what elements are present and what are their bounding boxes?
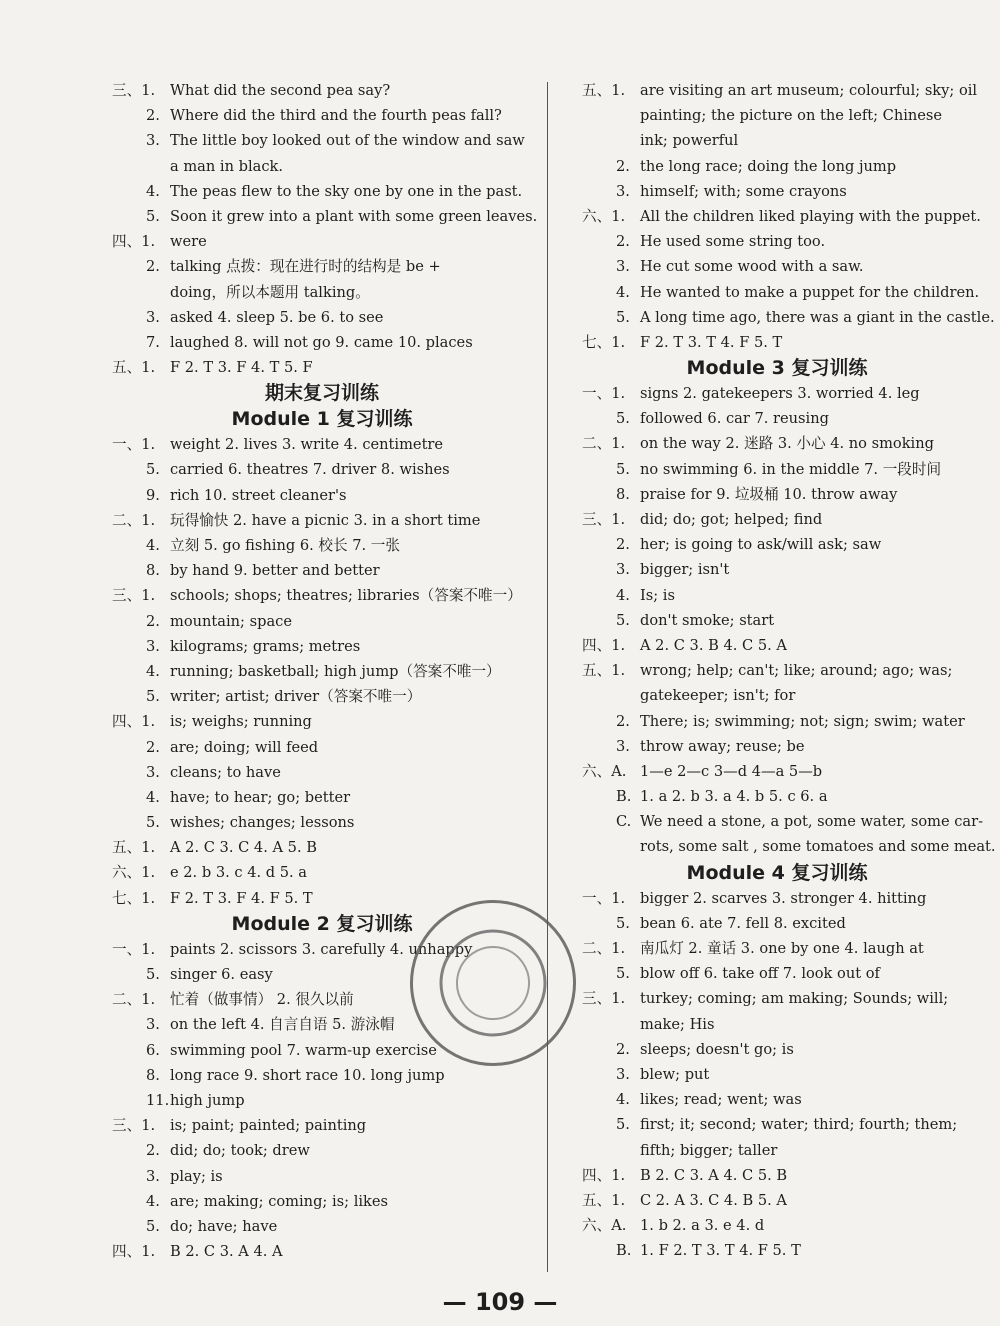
question-number: 四、1.	[112, 233, 156, 251]
answer-line	[582, 911, 972, 936]
question-number: 8.	[146, 562, 160, 580]
answer-line	[582, 961, 972, 986]
answer-text: did; do; took; drew	[170, 1142, 310, 1160]
answer-text: bigger 2. scarves 3. stronger 4. hitting	[640, 889, 927, 907]
question-number: 五、1.	[112, 359, 156, 377]
question-number: 三、1.	[582, 511, 626, 528]
answer-line	[112, 1113, 532, 1138]
question-number: 4.	[146, 1192, 160, 1210]
answer-line	[582, 507, 972, 532]
answer-line	[112, 835, 532, 860]
question-number: 七、1.	[112, 889, 156, 907]
answer-line	[582, 305, 995, 330]
answer-text: followed 6. car 7. reusing	[640, 410, 829, 428]
question-number: B.	[616, 788, 632, 806]
answer-line	[582, 759, 972, 784]
answer-text: He wanted to make a puppet for the children.	[640, 283, 980, 301]
answer-text: were	[170, 233, 207, 251]
answer-text: high jump	[170, 1091, 245, 1109]
question-number: 二、1.	[112, 511, 156, 529]
answer-text: are; doing; will feed	[170, 738, 319, 756]
answer-line	[582, 229, 972, 254]
page-number: — 109 —	[442, 1288, 558, 1316]
answer-text: paints 2. scissors 3. carefully 4. unhappy	[170, 940, 473, 958]
answer-line	[112, 204, 538, 229]
answer-text: We need a stone, a pot, some water, some car-	[640, 813, 984, 831]
answer-line	[582, 103, 972, 128]
answer-text: C 2. A 3. C 4. B 5. A	[640, 1191, 787, 1209]
answer-text: long race 9. short race 10. long jump	[170, 1066, 445, 1084]
answer-text: first; it; second; water; third; fourth; them;	[640, 1116, 958, 1134]
answer-text: Is; is	[640, 586, 675, 604]
question-number: 3.	[146, 763, 160, 781]
answer-line	[582, 457, 972, 482]
question-number: 六、A.	[582, 762, 627, 780]
question-number: 7.	[146, 333, 160, 351]
question-number: 6.	[146, 1041, 160, 1059]
answer-text: bean 6. ate 7. fell 8. excited	[640, 914, 846, 932]
question-number: 2.	[146, 612, 160, 630]
answer-line	[582, 936, 972, 961]
answer-text: running; basketball; high jump（答案不唯一）	[170, 662, 501, 680]
answer-text: rots, some salt , some tomatoes and some meat.	[640, 838, 996, 856]
answer-text: What did the second pea say?	[170, 82, 391, 99]
answer-line	[112, 709, 532, 734]
answer-line	[112, 179, 532, 204]
answer-text: don't smoke; start	[640, 611, 775, 629]
question-number: 六、1.	[582, 207, 626, 225]
question-number: 一、1.	[582, 385, 626, 403]
question-number: 五、1.	[582, 1191, 626, 1209]
answer-line	[112, 330, 532, 355]
column-divider	[547, 82, 548, 1272]
answer-line	[582, 734, 972, 759]
answer-line	[112, 103, 532, 128]
answer-line	[582, 809, 984, 834]
question-number: 三、1.	[112, 587, 156, 605]
answer-text: blow off 6. take off 7. look out of	[640, 965, 880, 983]
answer-line	[112, 1239, 532, 1264]
answer-line	[582, 709, 972, 734]
answer-text: 1. b 2. a 3. e 4. d	[640, 1217, 765, 1235]
question-number: 5.	[616, 410, 630, 428]
answer-text: the long race; doing the long jump	[640, 157, 897, 175]
question-number: 5.	[146, 207, 160, 225]
answer-line	[112, 735, 532, 760]
answer-text: did; do; got; helped; find	[640, 511, 823, 528]
answer-line	[112, 558, 532, 583]
answer-text: laughed 8. will not go 9. came 10. places	[170, 333, 473, 351]
question-number: 5.	[616, 1116, 630, 1134]
question-number: 3.	[616, 737, 630, 755]
answer-line	[112, 760, 532, 785]
question-number: 二、1.	[582, 940, 626, 957]
question-number: 2.	[146, 738, 160, 756]
answer-text: are; making; coming; is; likes	[170, 1192, 388, 1210]
answer-line	[112, 785, 532, 810]
question-number: 5.	[616, 308, 630, 326]
answer-line	[112, 810, 532, 835]
answer-text: signs 2. gatekeepers 3. worried 4. leg	[640, 385, 920, 403]
answer-line	[582, 154, 972, 179]
question-number: 四、1.	[582, 636, 626, 654]
stamp-graphic	[409, 899, 576, 1066]
answer-line	[112, 229, 532, 254]
question-number: 4.	[146, 182, 160, 200]
answer-line	[582, 381, 972, 406]
answer-line	[582, 280, 980, 305]
section-heading: Module 2 复习训练	[231, 912, 413, 935]
answer-text: her; is going to ask/will ask; saw	[640, 536, 882, 554]
answer-line	[112, 1214, 532, 1239]
answer-line	[112, 280, 532, 305]
question-number: 3.	[616, 561, 630, 579]
question-number: 3.	[616, 1065, 630, 1083]
answer-line	[112, 432, 532, 457]
question-number: 五、1.	[582, 82, 626, 99]
answer-text: asked 4. sleep 5. be 6. to see	[170, 308, 384, 326]
answer-line	[582, 557, 972, 582]
question-number: 5.	[616, 460, 630, 478]
answer-text: F 2. T 3. F 4. F 5. T	[170, 889, 313, 907]
answer-text: on the way 2. 迷路 3. 小心 4. no smoking	[640, 435, 934, 453]
question-number: 9.	[146, 486, 160, 504]
question-number: 5.	[146, 688, 160, 706]
question-number: 三、1.	[582, 990, 626, 1008]
question-number: B.	[616, 1242, 632, 1260]
answer-text: a man in black.	[170, 157, 283, 175]
answer-line	[582, 1012, 972, 1037]
answer-text: carried 6. theatres 7. driver 8. wishes	[170, 461, 450, 479]
answer-text: 1. F 2. T 3. T 4. F 5. T	[640, 1242, 801, 1260]
answer-line	[582, 330, 972, 355]
question-number: 五、1.	[112, 839, 156, 857]
question-number: 5.	[616, 965, 630, 983]
answer-line	[582, 1163, 972, 1188]
question-number: 3.	[616, 182, 630, 200]
answer-text: B 2. C 3. A 4. C 5. B	[640, 1166, 788, 1184]
answer-text: He cut some wood with a saw.	[640, 258, 864, 276]
answer-line	[112, 659, 532, 684]
question-number: 四、1.	[582, 1166, 626, 1184]
answer-line	[582, 254, 972, 279]
answer-line	[112, 1189, 532, 1214]
answer-text: are visiting an art museum; colourful; sky; oil	[640, 82, 978, 99]
question-number: 3.	[146, 1167, 160, 1185]
answer-text: F 2. T 3. F 4. T 5. F	[170, 359, 313, 377]
answer-line	[582, 1188, 972, 1213]
answer-text: A 2. C 3. B 4. C 5. A	[640, 636, 787, 654]
answer-text: 忙着（做事情） 2. 很久以前	[170, 991, 354, 1009]
answer-line	[582, 1238, 972, 1263]
question-number: 4.	[146, 788, 160, 806]
answer-text: Where did the third and the fourth peas fall?	[170, 107, 502, 125]
answer-text: painting; the picture on the left; Chinese	[640, 107, 943, 125]
answer-text: writer; artist; driver（答案不唯一）	[170, 688, 422, 706]
question-number: 4.	[146, 537, 160, 554]
question-number: 2.	[616, 157, 630, 175]
answer-text: singer 6. easy	[170, 966, 273, 983]
answer-text: do; have; have	[170, 1217, 278, 1235]
answer-line	[112, 533, 532, 558]
answer-text: fifth; bigger; taller	[640, 1141, 778, 1159]
answer-line	[582, 1062, 972, 1087]
answer-line	[582, 683, 972, 708]
answer-text: A long time ago, there was a giant in the castle.	[640, 308, 995, 326]
question-number: 四、1.	[112, 1243, 156, 1261]
question-number: 2.	[616, 712, 630, 730]
answer-line	[582, 834, 996, 859]
question-number: 2.	[146, 258, 160, 276]
right-column	[582, 78, 996, 1263]
answer-text: ink; powerful	[640, 132, 739, 150]
answer-text: 1—e 2—c 3—d 4—a 5—b	[640, 762, 823, 780]
answer-line	[582, 1087, 972, 1112]
answer-line	[112, 1164, 532, 1189]
question-number: C.	[616, 813, 632, 831]
answer-line	[582, 986, 972, 1011]
section-heading: Module 1 复习训练	[231, 408, 413, 431]
question-number: 5.	[146, 814, 160, 832]
answer-text: mountain; space	[170, 612, 292, 630]
question-number: 六、1.	[112, 864, 156, 882]
answer-line	[112, 154, 532, 179]
answer-line	[112, 583, 532, 608]
answer-line	[582, 784, 972, 809]
answer-text: The peas flew to the sky one by one in the past.	[170, 182, 523, 200]
answer-line	[112, 860, 532, 885]
question-number: 3.	[146, 308, 160, 326]
answer-line	[582, 431, 972, 456]
question-number: 三、1.	[112, 1117, 156, 1135]
question-number: 二、1.	[112, 991, 156, 1009]
question-number: 2.	[616, 536, 630, 554]
answer-text: swimming pool 7. warm-up exercise	[170, 1041, 437, 1059]
question-number: 五、1.	[582, 662, 626, 680]
section-heading: 期末复习训练	[264, 382, 379, 405]
answer-text: 立刻 5. go fishing 6. 校长 7. 一张	[170, 537, 400, 554]
answer-text: wrong; help; can't; like; around; ago; was;	[640, 662, 953, 680]
question-number: 4.	[616, 1091, 630, 1109]
answer-text: praise for 9. 垃圾桶 10. throw away	[640, 485, 898, 503]
question-number: 3.	[616, 258, 630, 276]
answer-line	[582, 608, 972, 633]
question-number: 一、1.	[112, 436, 156, 454]
question-number: 七、1.	[582, 333, 626, 351]
answer-line	[112, 684, 532, 709]
answer-line	[582, 1112, 972, 1137]
answer-line	[112, 1088, 532, 1113]
answer-text: rich 10. street cleaner's	[170, 486, 347, 504]
answer-text: A 2. C 3. C 4. A 5. B	[170, 839, 317, 857]
answer-text: kilograms; grams; metres	[170, 637, 361, 655]
answer-text: doing，所以本题用 talking。	[170, 283, 370, 301]
answer-text: make; His	[640, 1015, 715, 1033]
question-number: 5.	[616, 611, 630, 629]
question-number: 11.	[146, 1091, 170, 1109]
question-number: 六、A.	[582, 1217, 627, 1235]
answer-text: on the left 4. 自言自语 5. 游泳帽	[170, 1016, 395, 1034]
answer-line	[112, 634, 532, 659]
answer-text: is; weighs; running	[170, 713, 312, 731]
answer-text: cleans; to have	[170, 763, 281, 781]
answer-line	[112, 355, 532, 380]
answer-line	[112, 305, 532, 330]
answer-line	[582, 78, 978, 103]
question-number: 一、1.	[112, 940, 156, 958]
question-number: 5.	[146, 966, 160, 983]
answer-text: play; is	[170, 1167, 223, 1185]
question-number: 2.	[146, 107, 160, 125]
answer-text: blew; put	[640, 1065, 710, 1083]
question-number: 2.	[616, 233, 630, 251]
question-number: 5.	[616, 914, 630, 932]
answer-line	[112, 254, 532, 279]
answer-text: 南瓜灯 2. 童话 3. one by one 4. laugh at	[640, 940, 924, 957]
question-number: 5.	[146, 1217, 160, 1235]
question-number: 三、1.	[112, 82, 156, 99]
answer-line	[582, 482, 972, 507]
answer-text: bigger; isn't	[640, 561, 730, 579]
answer-text: schools; shops; theatres; libraries（答案不唯一）	[170, 587, 522, 605]
question-number: 4.	[616, 586, 630, 604]
answer-line	[582, 406, 972, 431]
answer-line	[582, 204, 981, 229]
answer-text: himself; with; some crayons	[640, 182, 847, 200]
answer-line	[112, 457, 532, 482]
question-number: 四、1.	[112, 713, 156, 731]
answer-line	[582, 583, 972, 608]
question-number: 8.	[616, 485, 630, 503]
answer-line	[582, 1037, 972, 1062]
answer-text: no swimming 6. in the middle 7. 一段时间	[640, 460, 942, 478]
question-number: 8.	[146, 1066, 160, 1084]
answer-text: gatekeeper; isn't; for	[640, 687, 796, 705]
answer-text: wishes; changes; lessons	[170, 814, 355, 832]
question-number: 3.	[146, 1016, 160, 1034]
answer-line	[582, 179, 972, 204]
answer-text: 玩得愉快 2. have a picnic 3. in a short time	[170, 511, 481, 529]
section-heading: Module 3 复习训练	[686, 357, 868, 380]
answer-text: F 2. T 3. T 4. F 5. T	[640, 333, 783, 351]
answer-text: weight 2. lives 3. write 4. centimetre	[170, 436, 444, 454]
question-number: 5.	[146, 461, 160, 479]
answer-line	[582, 886, 972, 911]
question-number: 3.	[146, 132, 160, 150]
answer-line	[582, 1213, 972, 1238]
answer-text: is; paint; painted; painting	[170, 1117, 367, 1135]
answer-line	[112, 609, 532, 634]
answer-line	[112, 128, 532, 153]
answer-line	[112, 508, 532, 533]
answer-text: by hand 9. better and better	[170, 562, 380, 580]
answer-text: likes; read; went; was	[640, 1091, 802, 1109]
section-heading: Module 4 复习训练	[686, 861, 868, 884]
question-number: 3.	[146, 637, 160, 655]
answer-line	[112, 78, 532, 103]
answer-text: have; to hear; go; better	[170, 788, 351, 806]
question-number: 2.	[146, 1142, 160, 1160]
question-number: 一、1.	[582, 889, 626, 907]
answer-text: turkey; coming; am making; Sounds; will;	[640, 990, 949, 1008]
answer-line	[582, 633, 972, 658]
answer-text: He used some string too.	[640, 233, 826, 251]
question-number: 4.	[146, 662, 160, 680]
answer-text: B 2. C 3. A 4. A	[170, 1243, 283, 1261]
answer-line	[582, 128, 972, 153]
answer-line	[112, 1138, 532, 1163]
answer-line	[582, 532, 972, 557]
left-column	[112, 78, 538, 1264]
answer-line	[582, 658, 972, 683]
answer-line	[582, 1138, 972, 1163]
answer-text: There; is; swimming; not; sign; swim; water	[640, 712, 965, 730]
answer-line	[112, 483, 532, 508]
answer-text: Soon it grew into a plant with some green leaves.	[170, 207, 538, 225]
answer-text: talking 点拨：现在进行时的结构是 be +	[170, 258, 441, 276]
question-number: 2.	[616, 1040, 630, 1058]
answer-text: throw away; reuse; be	[640, 737, 805, 755]
answer-text: e 2. b 3. c 4. d 5. a	[170, 864, 308, 882]
question-number: 二、1.	[582, 435, 626, 453]
answer-text: sleeps; doesn't go; is	[640, 1040, 794, 1058]
answer-text: All the children liked playing with the puppet.	[640, 207, 981, 225]
answer-line	[112, 1063, 532, 1088]
question-number: 4.	[616, 283, 630, 301]
answer-text: 1. a 2. b 3. a 4. b 5. c 6. a	[640, 788, 828, 806]
answer-text: The little boy looked out of the window and saw	[170, 132, 525, 150]
